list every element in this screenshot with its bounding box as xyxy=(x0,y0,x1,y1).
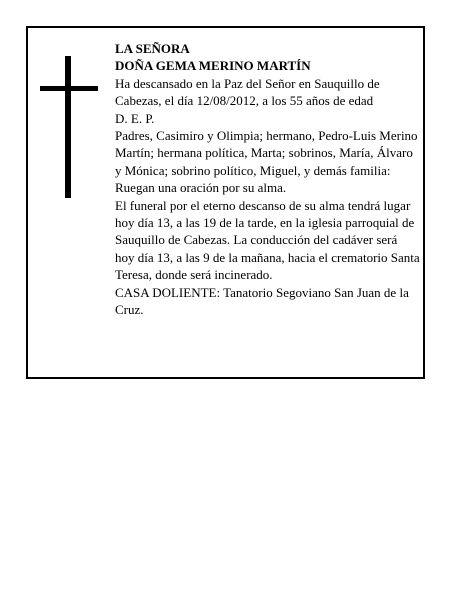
mourning-house: CASA DOLIENTE: Tanatorio Segoviano San Juan de la Cruz. xyxy=(115,284,409,318)
obituary-notice xyxy=(26,26,425,379)
death-announcement: Ha descansado en la Paz del Señor en Sauquillo de Cabezas, el día 12/08/2012, a los 55 años de edad xyxy=(115,75,380,109)
family-list: Padres, Casimiro y Olimpia; hermano, Pedro-Luis Merino Martín; hermana política, Marta; sobrinos, María, Álvaro y Mónica; sobrino político, Miguel, y demás familia: xyxy=(115,128,418,178)
dep-line: D. E. P. xyxy=(115,110,155,126)
deceased-name: DOÑA GEMA MERINO MARTÍN xyxy=(115,58,311,74)
cross-horizontal-bar xyxy=(40,86,98,91)
cross-vertical-bar xyxy=(65,56,71,198)
cross-icon xyxy=(40,56,98,198)
prayer-request: Ruegan una oración por su alma. xyxy=(115,180,287,196)
notice-text xyxy=(115,40,420,319)
funeral-details: El funeral por el eterno descanso de su alma tendrá lugar hoy día 13, a las 19 de la tarde, en la iglesia parroquial de Sauquillo de Cabezas. La conducción del cadáver será hoy día 13, a las 9 de la mañana, hacia el crematorio Santa Teresa, donde será incinerado. xyxy=(115,197,420,283)
heading-title: LA SEÑORA xyxy=(115,41,190,56)
